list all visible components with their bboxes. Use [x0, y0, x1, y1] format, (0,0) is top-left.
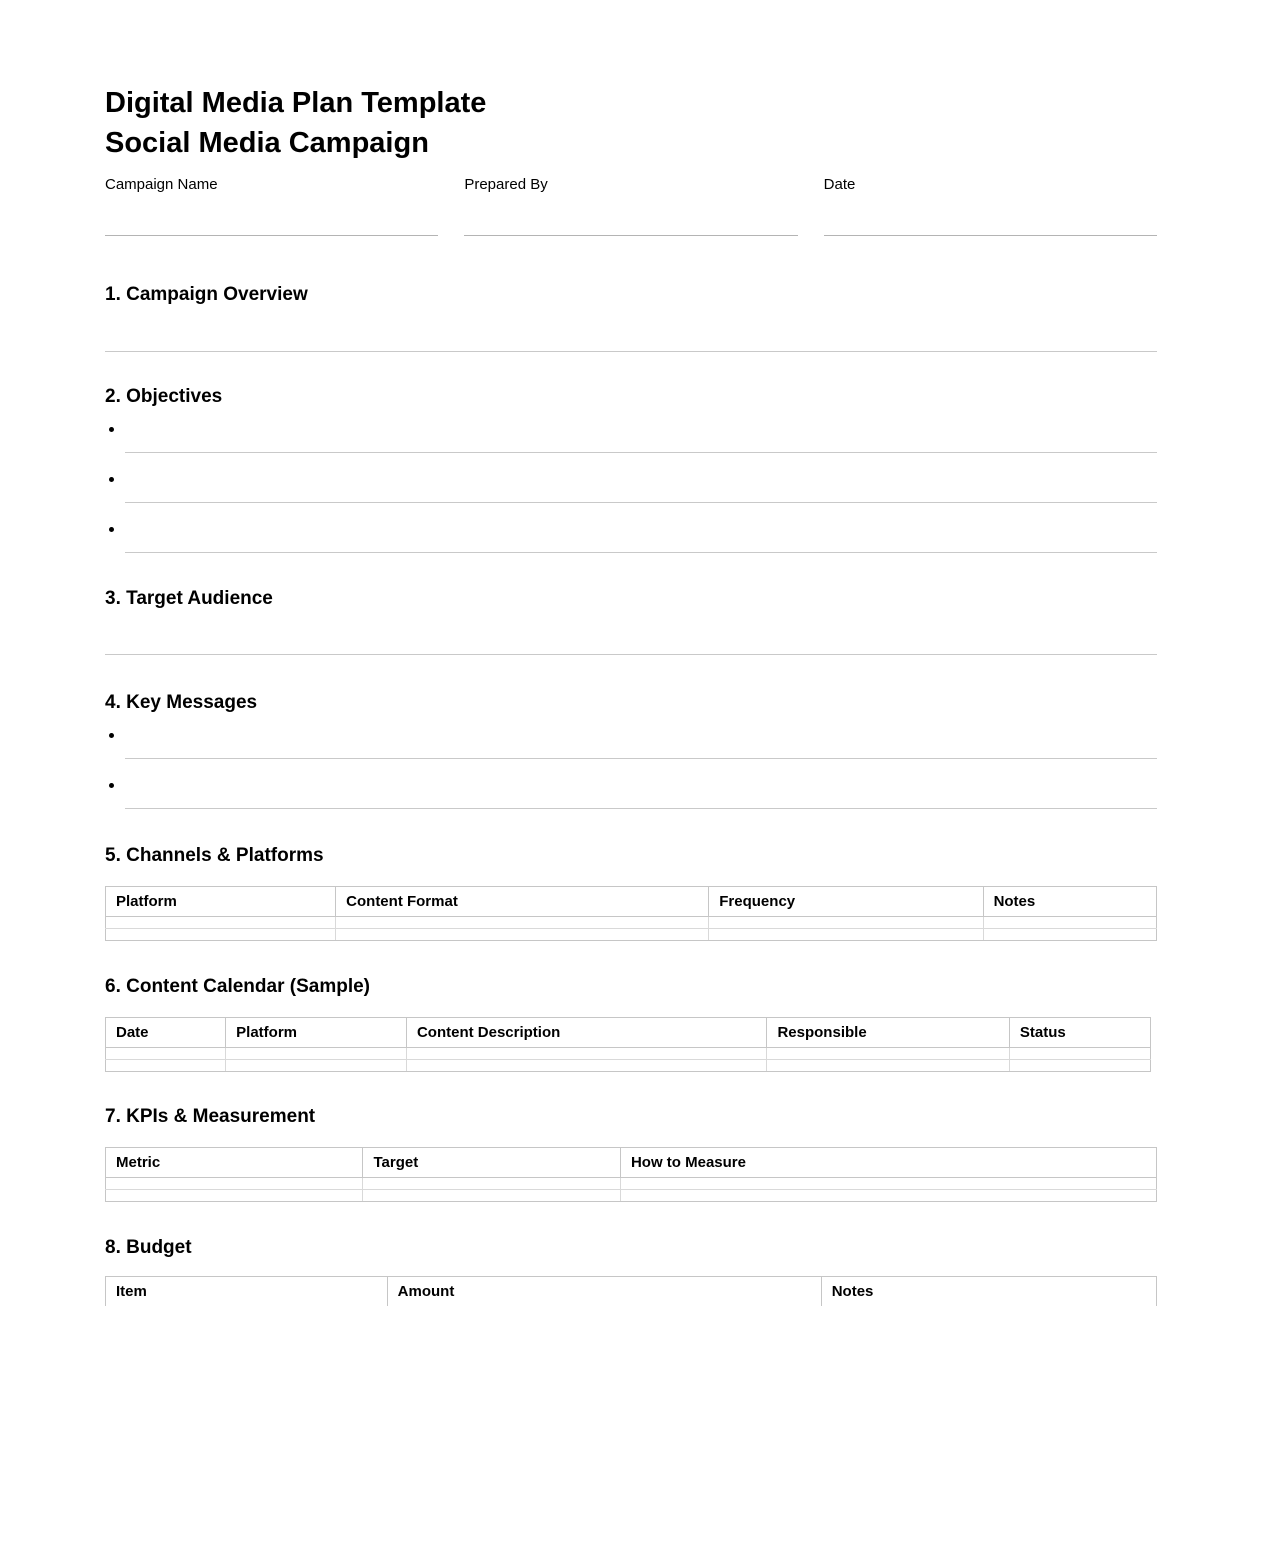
- section-kpis-measurement: [105, 1105, 1157, 1202]
- column-header-responsible: Responsible: [767, 1018, 1009, 1048]
- table-cell[interactable]: [226, 1060, 407, 1072]
- kpis-measurement-table: [105, 1147, 1157, 1202]
- column-header-amount: Amount: [387, 1277, 821, 1307]
- campaign-name-label: Campaign Name: [105, 176, 218, 193]
- channels-platforms-heading: 5. Channels & Platforms: [105, 845, 324, 866]
- table-cell[interactable]: [106, 1048, 226, 1060]
- table-header-row: [106, 1148, 1157, 1178]
- budget-table: [105, 1276, 1157, 1306]
- document-content: [105, 0, 1157, 1306]
- table-cell[interactable]: [983, 929, 1156, 941]
- objectives-heading: 2. Objectives: [105, 386, 223, 407]
- objectives-bullet-list: [125, 408, 1157, 553]
- column-header-date: Date: [106, 1018, 226, 1048]
- table-header-row: [106, 1277, 1157, 1307]
- column-header-platform: Platform: [226, 1018, 407, 1048]
- table-row: [106, 1060, 1151, 1072]
- column-header-item: Item: [106, 1277, 388, 1307]
- channels-platforms-table: [105, 886, 1157, 941]
- header-fields: [105, 176, 1157, 236]
- key-message-input-line[interactable]: [125, 764, 1157, 809]
- section-key-messages: [105, 691, 1157, 809]
- objective-input-line[interactable]: [125, 458, 1157, 503]
- table-cell[interactable]: [106, 917, 336, 929]
- table-row: [106, 1048, 1151, 1060]
- table-cell[interactable]: [767, 1060, 1009, 1072]
- table-header-row: [106, 1018, 1151, 1048]
- column-header-content-format: Content Format: [336, 887, 709, 917]
- objective-input-line[interactable]: [125, 408, 1157, 453]
- field-prepared-by: [464, 176, 797, 236]
- column-header-target: Target: [363, 1148, 620, 1178]
- content-calendar-table: [105, 1017, 1151, 1072]
- key-messages-bullet-list: [125, 714, 1157, 809]
- table-row: [106, 1190, 1157, 1202]
- table-cell[interactable]: [336, 917, 709, 929]
- table-cell[interactable]: [106, 1190, 363, 1202]
- field-campaign-name: [105, 176, 438, 236]
- table-cell[interactable]: [709, 929, 983, 941]
- table-cell[interactable]: [363, 1178, 620, 1190]
- document-title: [105, 83, 1157, 163]
- column-header-metric: Metric: [106, 1148, 363, 1178]
- table-cell[interactable]: [336, 929, 709, 941]
- prepared-by-input-line[interactable]: [464, 235, 797, 236]
- title-line-1: Digital Media Plan Template: [105, 87, 487, 119]
- key-messages-heading: 4. Key Messages: [105, 692, 258, 713]
- table-row: [106, 929, 1157, 941]
- table-cell[interactable]: [767, 1048, 1009, 1060]
- key-message-input-line[interactable]: [125, 714, 1157, 759]
- column-header-content-description: Content Description: [406, 1018, 767, 1048]
- section-objectives: [105, 385, 1157, 553]
- table-cell[interactable]: [106, 1178, 363, 1190]
- column-header-how-to-measure: How to Measure: [620, 1148, 1156, 1178]
- budget-heading: 8. Budget: [105, 1237, 192, 1258]
- table-header-row: [106, 887, 1157, 917]
- table-cell[interactable]: [1009, 1060, 1150, 1072]
- section-channels-platforms: [105, 844, 1157, 941]
- table-cell[interactable]: [363, 1190, 620, 1202]
- table-row: [106, 917, 1157, 929]
- campaign-name-input-line[interactable]: [105, 235, 438, 236]
- table-cell[interactable]: [226, 1048, 407, 1060]
- table-cell[interactable]: [620, 1178, 1156, 1190]
- date-label: Date: [823, 176, 856, 193]
- section-target-audience: [105, 587, 1157, 655]
- table-cell[interactable]: [406, 1060, 767, 1072]
- column-header-notes: Notes: [821, 1277, 1156, 1307]
- prepared-by-label: Prepared By: [464, 176, 548, 193]
- table-cell[interactable]: [620, 1190, 1156, 1202]
- content-calendar-heading: 6. Content Calendar (Sample): [105, 976, 370, 997]
- section-campaign-overview: [105, 283, 1157, 352]
- campaign-overview-input-line[interactable]: [105, 306, 1157, 352]
- column-header-frequency: Frequency: [709, 887, 983, 917]
- target-audience-input-line[interactable]: [105, 610, 1157, 655]
- title-line-2: Social Media Campaign: [105, 127, 429, 159]
- table-cell[interactable]: [1009, 1048, 1150, 1060]
- table-cell[interactable]: [106, 929, 336, 941]
- table-cell[interactable]: [983, 917, 1156, 929]
- table-row: [106, 1178, 1157, 1190]
- field-date: [824, 176, 1157, 236]
- section-content-calendar: [105, 975, 1157, 1072]
- objective-input-line[interactable]: [125, 508, 1157, 553]
- section-budget: [105, 1236, 1157, 1306]
- column-header-status: Status: [1009, 1018, 1150, 1048]
- column-header-platform: Platform: [106, 887, 336, 917]
- table-cell[interactable]: [709, 917, 983, 929]
- date-input-line[interactable]: [824, 235, 1157, 236]
- campaign-overview-heading: 1. Campaign Overview: [105, 284, 308, 305]
- target-audience-heading: 3. Target Audience: [105, 588, 273, 609]
- kpis-measurement-heading: 7. KPIs & Measurement: [105, 1106, 316, 1127]
- column-header-notes: Notes: [983, 887, 1156, 917]
- table-cell[interactable]: [406, 1048, 767, 1060]
- table-cell[interactable]: [106, 1060, 226, 1072]
